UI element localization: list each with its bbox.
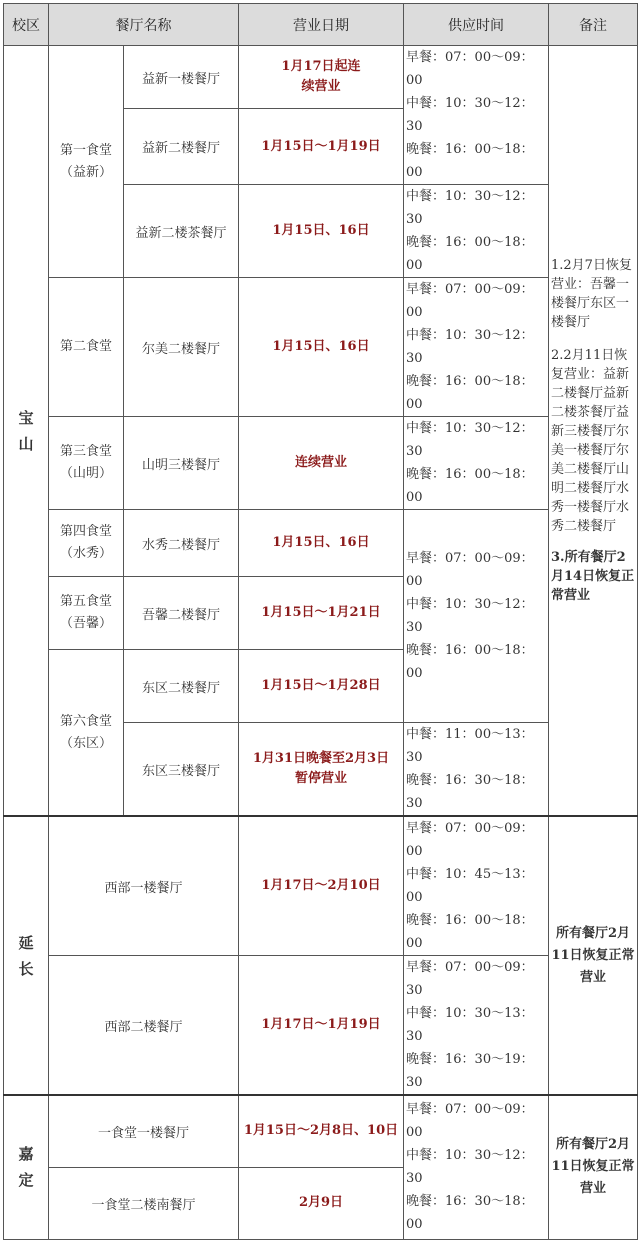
service-hours: 早餐：07：00～09：00 中餐：10：30～12：30 晚餐：16：00～18：00 xyxy=(404,46,549,185)
canteen-1: 第一食堂（益新） xyxy=(49,46,124,278)
operating-date: 1月15日、16日 xyxy=(239,278,404,417)
header-hours: 供应时间 xyxy=(404,4,549,46)
restaurant-name: 吾馨二楼餐厅 xyxy=(124,577,239,650)
note-jiading: 所有餐厅2月11日恢复正常营业 xyxy=(549,1095,638,1239)
table-row xyxy=(4,816,638,956)
operating-date: 1月15日～2月8日、10日 xyxy=(239,1095,404,1167)
operating-date: 1月15日～1月21日 xyxy=(239,577,404,650)
restaurant-name: 东区二楼餐厅 xyxy=(124,650,239,723)
restaurant-name: 西部二楼餐厅 xyxy=(49,956,239,1096)
table-row xyxy=(4,956,638,1096)
operating-date: 连续营业 xyxy=(239,417,404,510)
table-row xyxy=(4,1095,638,1167)
canteen-5: 第五食堂（吾馨） xyxy=(49,577,124,650)
operating-date: 1月17日起连续营业 xyxy=(239,46,404,109)
operating-date: 1月15日、16日 xyxy=(239,185,404,278)
service-hours: 中餐：10：30～12：30 晚餐：16：00～18：00 xyxy=(404,185,549,278)
operating-date: 1月17日～1月19日 xyxy=(239,956,404,1096)
operating-date: 1月15日～1月28日 xyxy=(239,650,404,723)
note-yanchang: 所有餐厅2月11日恢复正常营业 xyxy=(549,816,638,1095)
restaurant-name: 益新一楼餐厅 xyxy=(124,46,239,109)
restaurant-name: 东区三楼餐厅 xyxy=(124,723,239,817)
table-row xyxy=(4,417,638,510)
header-restaurant: 餐厅名称 xyxy=(49,4,239,46)
restaurant-name: 山明三楼餐厅 xyxy=(124,417,239,510)
campus-yanchang: 延长 xyxy=(4,816,49,1095)
table-row xyxy=(4,46,638,109)
header-campus: 校区 xyxy=(4,4,49,46)
operating-date: 1月15日、16日 xyxy=(239,510,404,577)
header-dates: 营业日期 xyxy=(239,4,404,46)
service-hours: 早餐：07：00～09：00 中餐：10：30～12：30 晚餐：16：00～18：00 xyxy=(404,278,549,417)
restaurant-name: 益新二楼餐厅 xyxy=(124,109,239,185)
campus-jiading: 嘉定 xyxy=(4,1095,49,1239)
restaurant-name: 尔美二楼餐厅 xyxy=(124,278,239,417)
restaurant-name: 一食堂二楼南餐厅 xyxy=(49,1167,239,1239)
service-hours: 中餐：11：00～13：30 晚餐：16：30～18：30 xyxy=(404,723,549,817)
service-hours: 早餐：07：00～09：00 中餐：10：30～12：30 晚餐：16：00～18：00 xyxy=(404,510,549,723)
header-notes: 备注 xyxy=(549,4,638,46)
canteen-4: 第四食堂（水秀） xyxy=(49,510,124,577)
operating-date: 1月31日晚餐至2月3日暂停营业 xyxy=(239,723,404,817)
restaurant-name: 水秀二楼餐厅 xyxy=(124,510,239,577)
restaurant-name: 西部一楼餐厅 xyxy=(49,816,239,956)
service-hours: 中餐：10：30～12：30 晚餐：16：00～18：00 xyxy=(404,417,549,510)
operating-date: 1月17日～2月10日 xyxy=(239,816,404,956)
service-hours: 早餐：07：00～09：30 中餐：10：30～13：30 晚餐：16：30～19：30 xyxy=(404,956,549,1096)
restaurant-name: 益新二楼茶餐厅 xyxy=(124,185,239,278)
canteen-6: 第六食堂（东区） xyxy=(49,650,124,817)
table-row xyxy=(4,510,638,577)
restaurant-name: 一食堂一楼餐厅 xyxy=(49,1095,239,1167)
service-hours: 早餐：07：00～09：00 中餐：10：30～12：30 晚餐：16：30～18：00 xyxy=(404,1095,549,1239)
operating-date: 2月9日 xyxy=(239,1167,404,1239)
operating-date: 1月15日～1月19日 xyxy=(239,109,404,185)
canteen-2: 第二食堂 xyxy=(49,278,124,417)
canteen-3: 第三食堂（山明） xyxy=(49,417,124,510)
campus-baoshan: 宝山 xyxy=(4,46,49,817)
service-hours: 早餐：07：00～09：00 中餐：10：45～13：00 晚餐：16：00～18：00 xyxy=(404,816,549,956)
canteen-schedule-table xyxy=(3,3,638,1240)
table-row xyxy=(4,278,638,417)
note-baoshan: 1.2月7日恢复营业：吾馨一楼餐厅东区一楼餐厅 2.2月11日恢复营业：益新二楼餐厅益新二楼茶餐厅益新三楼餐厅尔美一楼餐厅尔美二楼餐厅山明二楼餐厅水秀一楼餐厅水秀二楼餐厅 3.所有餐厅2月14日恢复正常营业 xyxy=(549,46,638,817)
